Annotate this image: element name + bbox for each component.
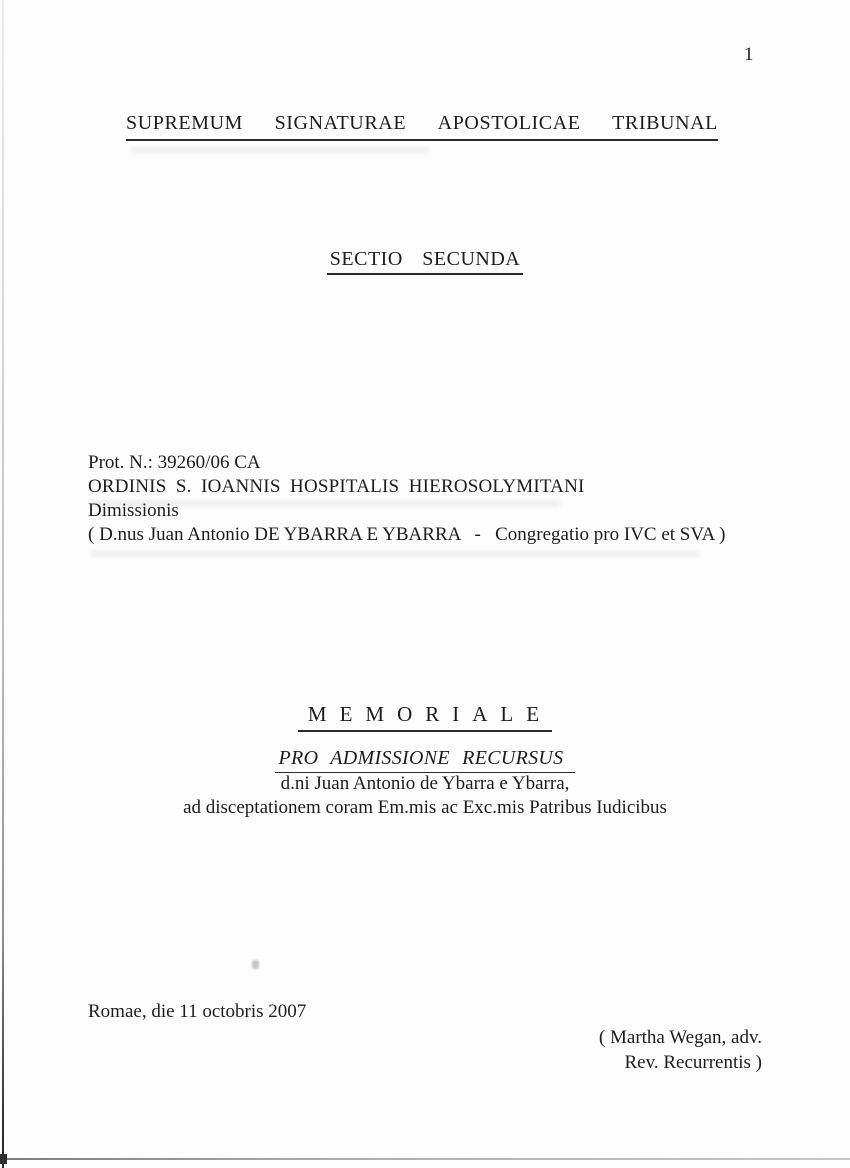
scan-bleedthrough-artifact	[90, 551, 700, 557]
case-matter-line: Dimissionis	[88, 500, 179, 521]
tribunal-title-word-1: SUPREMUM	[126, 112, 244, 134]
date-line: Romae, die 11 octobris 2007	[88, 1001, 307, 1022]
signature-block	[599, 1025, 762, 1075]
tribunal-title	[126, 112, 718, 141]
section-title: SECTIO SECUNDA	[327, 248, 523, 275]
memoriale-title: MEMORIALE	[298, 702, 552, 732]
scan-bleedthrough-artifact	[130, 147, 430, 153]
case-block	[88, 451, 725, 547]
memoriale-subtitle-row	[0, 747, 850, 773]
memoriale-party-line: d.ni Juan Antonio de Ybarra e Ybarra,	[280, 773, 570, 794]
memoriale-subtitle: PRO ADMISSIONE RECURSUS	[275, 747, 576, 773]
scan-bottom-edge-line	[0, 1158, 850, 1160]
tribunal-title-word-3: APOSTOLICAE	[437, 112, 581, 134]
case-parties-line: ( D.nus Juan Antonio DE YBARRA E YBARRA - Congregatio pro IVC et SVA )	[88, 524, 726, 545]
tribunal-title-word-4: TRIBUNAL	[612, 112, 718, 134]
scan-corner-mark	[0, 1154, 7, 1164]
scan-bleedthrough-artifact	[90, 500, 560, 507]
protocol-number-line: Prot. N.: 39260/06 CA	[88, 452, 261, 473]
order-name-line: ORDINIS S. IOANNIS HOSPITALIS HIEROSOLYMITANI	[88, 476, 585, 497]
recurrentis-line: Rev. Recurrentis )	[624, 1052, 762, 1073]
advocate-line: ( Martha Wegan, adv.	[598, 1027, 762, 1048]
tribunal-title-word-2: SIGNATURAE	[274, 112, 407, 134]
scan-smudge-artifact	[252, 960, 259, 969]
memoriale-hearing-line: ad disceptationem coram Em.mis ac Exc.mis Patribus Iudicibus	[183, 797, 667, 818]
section-title-row	[0, 248, 850, 275]
page-number: 1	[744, 44, 754, 65]
memoriale-title-row	[0, 702, 850, 732]
scan-left-edge-line	[2, 0, 4, 1168]
